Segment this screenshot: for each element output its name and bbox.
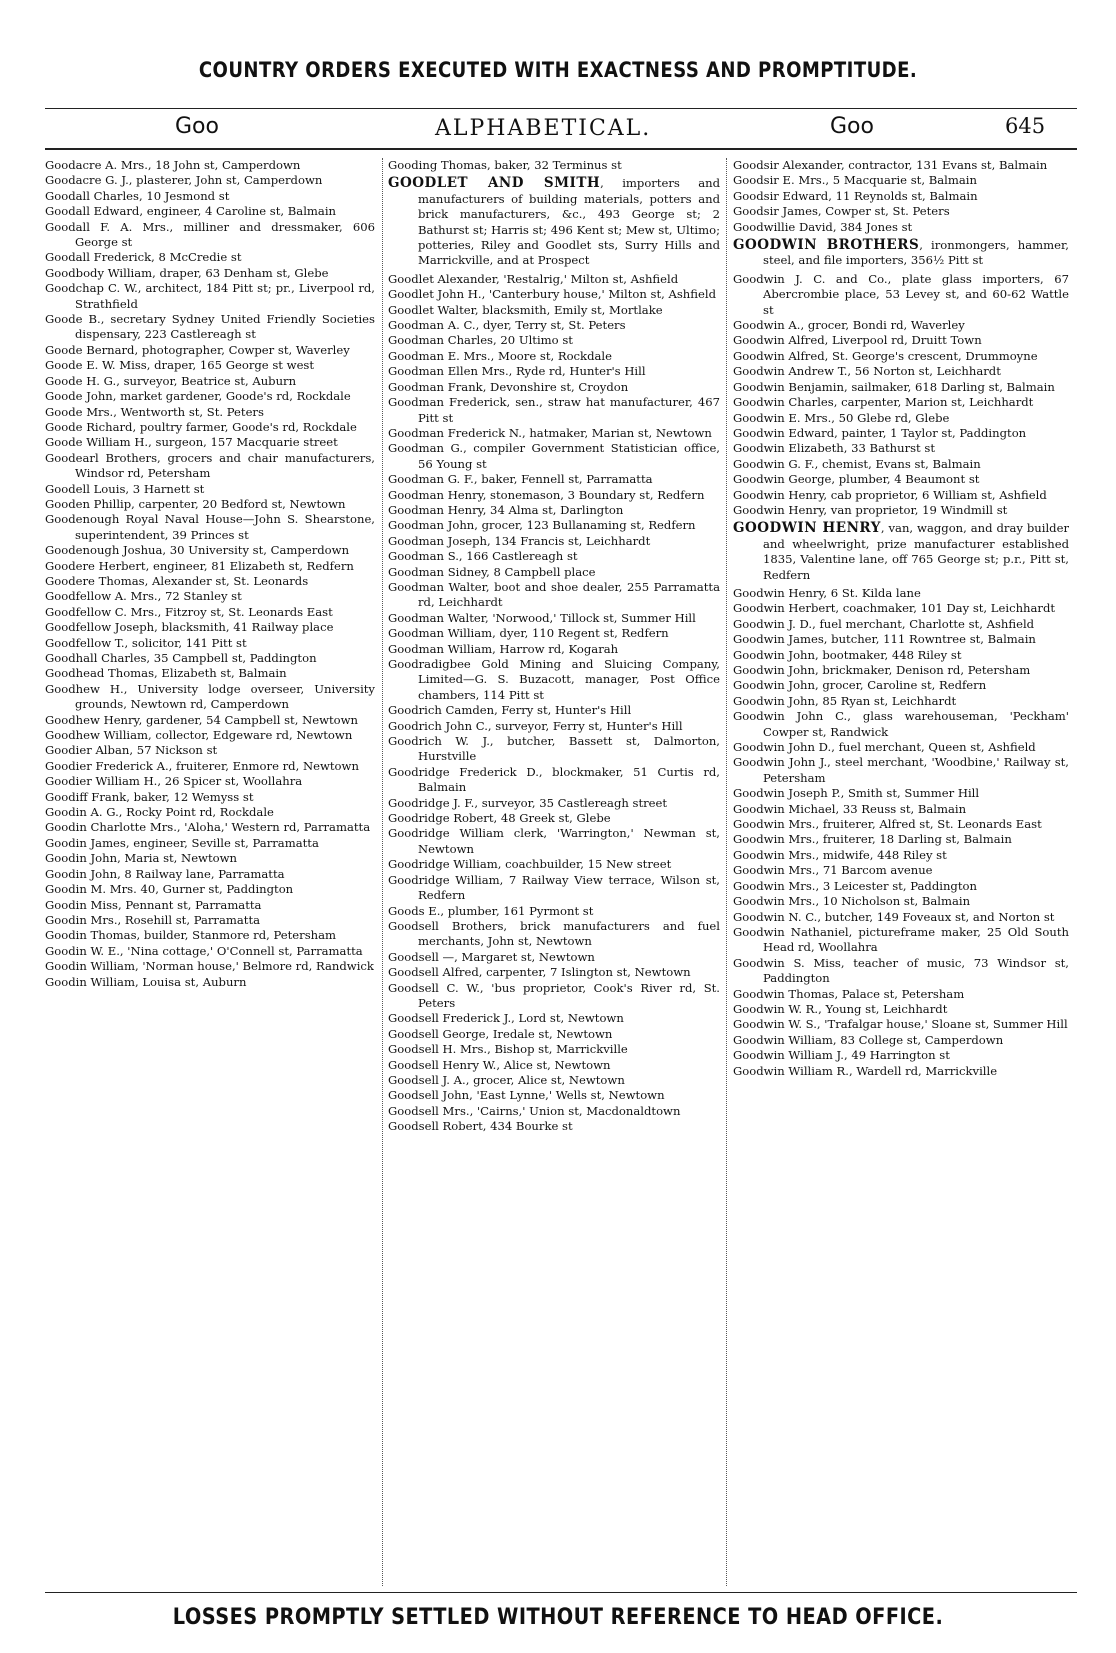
directory-entry: Goodsell George, Iredale st, Newtown [388, 1026, 613, 1041]
column-divider-2 [726, 158, 727, 1586]
directory-entry: Goodall F. A. Mrs., milliner and dressmaker, 606 George st [45, 219, 375, 250]
directory-entry: Goodwin Henry, van proprietor, 19 Windmill st [733, 502, 1008, 517]
directory-entry: Goodman G., compiler Government Statistician office, 56 Young st [388, 441, 720, 471]
directory-entry: Goode B., secretary Sydney United Friendly Societies dispensary, 223 Castlereagh st [45, 312, 375, 342]
header-rule-bottom [45, 148, 1077, 150]
page-header [45, 112, 1077, 148]
directory-entry: Goodin M. Mrs. 40, Gurner st, Paddington [45, 882, 294, 897]
directory-entry: Goodman G. F., baker, Fennell st, Parramatta [388, 472, 653, 487]
directory-entry: Goodwin John, brickmaker, Denison rd, Petersham [733, 663, 1031, 677]
directory-entry: Goodman Walter, boot and shoe dealer, 255 Parramatta rd, Leichhardt [388, 579, 720, 610]
directory-entry: Goodsell Alfred, carpenter, 7 Islington st, Newtown [388, 965, 691, 980]
directory-entry: Goodwin Elizabeth, 33 Bathurst st [733, 441, 936, 456]
directory-entry: Goodwin A., grocer, Bondi rd, Waverley [733, 318, 965, 333]
directory-entry: Goodin A. G., Rocky Point rd, Rockdale [45, 805, 274, 820]
directory-entry: Goodier William H., 26 Spicer st, Woollahra [45, 774, 303, 789]
directory-entry: Goodsell Mrs., 'Cairns,' Union st, Macdonaldtown [388, 1103, 681, 1118]
column-divider-1 [382, 158, 383, 1586]
bottom-banner: LOSSES PROMPTLY SETTLED WITHOUT REFERENCE TO HEAD OFFICE. [172, 1605, 944, 1630]
directory-entry: Goodhead Thomas, Elizabeth st, Balmain [45, 666, 287, 681]
directory-entry: Goodman S., 166 Castlereagh st [388, 549, 578, 564]
directory-entry: Goodwin James, butcher, 111 Rowntree st, Balmain [733, 632, 1036, 647]
directory-entry: Goodwin Mrs., fruiterer, 18 Darling st, Balmain [733, 832, 1012, 847]
directory-entry: Goodwin S. Miss, teacher of music, 73 Windsor st, Paddington [733, 955, 1069, 986]
directory-entry: Goodwin Henry, cab proprietor, 6 William st, Ashfield [733, 487, 1047, 502]
directory-entry: Goodwin Mrs., midwife, 448 Riley st [733, 847, 947, 862]
directory-entry: Goodchap C. W., architect, 184 Pitt st; pr., Liverpool rd, Strathfield [45, 281, 375, 311]
directory-entry: Goodfellow Joseph, blacksmith, 41 Railway place [45, 620, 334, 635]
directory-entry: Goodman William, dyer, 110 Regent st, Redfern [388, 626, 669, 641]
directory-entry: Goods E., plumber, 161 Pyrmont st [388, 903, 594, 918]
directory-entry: Goodall Charles, 10 Jesmond st [45, 188, 230, 203]
directory-entry: Goodridge Robert, 48 Greek st, Glebe [388, 811, 611, 826]
directory-entry: Goodhall Charles, 35 Campbell st, Paddington [45, 651, 317, 665]
directory-entry: Goodman Frederick N., hatmaker, Marian st, Newtown [388, 425, 712, 440]
header-right-word: Goo [830, 114, 874, 139]
directory-entry: Goodwin Alfred, Liverpool rd, Druitt Town [733, 333, 982, 348]
directory-entry: Goodman Walter, 'Norwood,' Tillock st, Summer Hill [388, 610, 696, 625]
directory-entry: Goodwin Charles, carpenter, Marion st, Leichhardt [733, 395, 1034, 410]
directory-entry: Goodwin N. C., butcher, 149 Foveaux st, and Norton st [733, 909, 1055, 924]
directory-entry: Goodwin Michael, 33 Reuss st, Balmain [733, 801, 967, 816]
directory-entry: Goodwillie David, 384 Jones st [733, 219, 913, 234]
directory-entry: Goodsir Alexander, contractor, 131 Evans st, Balmain [733, 158, 1048, 172]
directory-entry: Goodman Henry, 34 Alma st, Darlington [388, 502, 624, 517]
directory-entry: Goodwin G. F., chemist, Evans st, Balmain [733, 456, 981, 471]
directory-entry: Goodwin John, grocer, Caroline st, Redfern [733, 678, 987, 693]
directory-entry: Goodwin John, 85 Ryan st, Leichhardt [733, 693, 957, 708]
directory-entry: Goode John, market gardener, Goode's rd, Rockdale [45, 389, 351, 404]
directory-entry: Goodridge J. F., surveyor, 35 Castlereagh street [388, 795, 668, 810]
directory-entry: Goodman Joseph, 134 Francis st, Leichhardt [388, 533, 651, 548]
directory-entry: Goodere Thomas, Alexander st, St. Leonards [45, 573, 309, 588]
directory-entry: Goodenough Royal Naval House—John S. Shearstone, superintendent, 39 Princes st [45, 512, 375, 542]
directory-entry: Goodrich W. J., butcher, Bassett st, Dalmorton, Hurstville [388, 734, 720, 764]
directory-entry: Goode E. W. Miss, draper, 165 George st west [45, 358, 315, 373]
directory-entry: Goodsell Frederick J., Lord st, Newtown [388, 1011, 624, 1026]
directory-entry: Goodin Charlotte Mrs., 'Aloha,' Western rd, Parramatta [45, 820, 371, 835]
directory-entry: Goodfellow A. Mrs., 72 Stanley st [45, 589, 242, 604]
directory-entry: Goodwin William R., Wardell rd, Marrickville [733, 1063, 998, 1078]
directory-entry: Goodell Louis, 3 Harnett st [45, 481, 205, 496]
directory-entry: Goodridge William, coachbuilder, 15 New street [388, 857, 672, 872]
directory-entry: Goodman Ellen Mrs., Ryde rd, Hunter's Hill [388, 364, 646, 379]
directory-entry: Goodwin Joseph P., Smith st, Summer Hill [733, 786, 980, 801]
page-number: 645 [1005, 114, 1046, 138]
header-left-word: Goo [175, 114, 219, 139]
directory-entry: Goodsir E. Mrs., 5 Macquarie st, Balmain [733, 173, 977, 188]
directory-entry: Goodwin Henry, 6 St. Kilda lane [733, 585, 921, 600]
directory-entry: Goodall Edward, engineer, 4 Caroline st, Balmain [45, 204, 336, 219]
directory-entry: Goodwin John, bootmaker, 448 Riley st [733, 647, 962, 662]
directory-entry: Goodier Alban, 57 Nickson st [45, 743, 218, 758]
directory-entry: Goodin James, engineer, Seville st, Parramatta [45, 835, 319, 850]
directory-column-2 [388, 158, 720, 1588]
directory-entry: Goodearl Brothers, grocers and chair manufacturers, Windsor rd, Petersham [45, 450, 375, 481]
directory-entry: Goodman Frank, Devonshire st, Croydon [388, 379, 629, 394]
directory-entry: Goodlet Walter, blacksmith, Emily st, Mortlake [388, 302, 663, 317]
directory-entry: Goodin Thomas, builder, Stanmore rd, Petersham [45, 928, 337, 943]
directory-entry: Goode Mrs., Wentworth st, St. Peters [45, 404, 264, 419]
directory-entry: Goodlet John H., 'Canterbury house,' Milton st, Ashfield [388, 287, 716, 302]
directory-entry: Goodwin Benjamin, sailmaker, 618 Darling st, Balmain [733, 379, 1055, 394]
directory-entry: Goodwin Edward, painter, 1 Taylor st, Paddington [733, 425, 1027, 440]
directory-column-3 [733, 158, 1069, 1588]
directory-entry: Goodridge Frederick D., blockmaker, 51 Curtis rd, Balmain [388, 764, 720, 795]
directory-entry: Goodier Frederick A., fruiterer, Enmore rd, Newtown [45, 758, 359, 773]
directory-entry: Goodere Herbert, engineer, 81 Elizabeth st, Redfern [45, 558, 354, 573]
directory-entry: Goodradigbee Gold Mining and Sluicing Company, Limited—G. S. Buzacott, manager, Post Office chambers, 114 Pitt st [388, 657, 720, 702]
directory-entry: Goodin Mrs., Rosehill st, Parramatta [45, 912, 261, 927]
directory-entry: Goodwin J. C. and Co., plate glass importers, 67 Abercrombie place, 53 Levey st, and 60-62 Wattle st [733, 271, 1069, 317]
directory-entry: Goodman Charles, 20 Ultimo st [388, 333, 573, 348]
directory-entry: Goodwin Thomas, Palace st, Petersham [733, 986, 965, 1001]
directory-entry: Goodiff Frank, baker, 12 Wemyss st [45, 789, 254, 804]
directory-entry: Goodsell J. A., grocer, Alice st, Newtown [388, 1072, 625, 1087]
directory-entry: Goodridge William, 7 Railway View terrace, Wilson st, Redfern [388, 872, 720, 903]
directory-entry: Goodsell John, 'East Lynne,' Wells st, Newtown [388, 1088, 665, 1103]
directory-entry: Goodwin Andrew T., 56 Norton st, Leichhardt [733, 364, 1001, 379]
directory-entry: Goodman Frederick, sen., straw hat manufacturer, 467 Pitt st [388, 395, 720, 425]
header-title: ALPHABETICAL. [435, 116, 652, 141]
directory-entry: Goodwin E. Mrs., 50 Glebe rd, Glebe [733, 410, 950, 425]
directory-entry: Goodwin George, plumber, 4 Beaumont st [733, 472, 980, 487]
directory-entry: Goodman Henry, stonemason, 3 Boundary st, Redfern [388, 487, 705, 502]
directory-entry: Goode William H., surgeon, 157 Macquarie street [45, 435, 338, 450]
directory-entry: Goodfellow T., solicitor, 141 Pitt st [45, 635, 247, 650]
directory-entry: Gooding Thomas, baker, 32 Terminus st [388, 158, 622, 172]
directory-entry: Gooden Phillip, carpenter, 20 Bedford st, Newtown [45, 496, 346, 511]
directory-entry: Goodrich John C., surveyor, Ferry st, Hunter's Hill [388, 718, 683, 733]
directory-entry: GOODWIN HENRY, van, waggon, and dray builder and wheelwright, prize manufacturer established 1835, Valentine lane, off 765 George st; p.r., Pitt st, Redfern [733, 520, 1069, 582]
directory-entry: Goodwin Mrs., 71 Barcom avenue [733, 863, 933, 878]
footer-rule [45, 1592, 1077, 1593]
top-banner: COUNTRY ORDERS EXECUTED WITH EXACTNESS AND PROMPTITUDE. [198, 58, 918, 82]
directory-entry: Goodrich Camden, Ferry st, Hunter's Hill [388, 703, 632, 718]
directory-entry: Goodsell C. W., 'bus proprietor, Cook's River rd, St. Peters [388, 980, 720, 1010]
directory-entry: Goode Bernard, photographer, Cowper st, Waverley [45, 342, 350, 357]
directory-entry: Goodall Frederick, 8 McCredie st [45, 250, 242, 265]
directory-entry: Goodhew Henry, gardener, 54 Campbell st, Newtown [45, 712, 359, 727]
directory-entry: Goodman Sidney, 8 Campbell place [388, 564, 596, 579]
directory-entry: Goodwin J. D., fuel merchant, Charlotte st, Ashfield [733, 616, 1035, 631]
directory-entry: Goodridge William clerk, 'Warrington,' Newman st, Newtown [388, 826, 720, 856]
directory-entry: Goodwin Nathaniel, pictureframe maker, 25 Old South Head rd, Woollahra [733, 924, 1069, 955]
directory-entry: Goodin John, Maria st, Newtown [45, 851, 238, 866]
directory-entry: Goodsell —, Margaret st, Newtown [388, 949, 595, 964]
directory-entry: Goodin Miss, Pennant st, Parramatta [45, 897, 262, 912]
directory-entry: GOODLET AND SMITH, importers and manufacturers of building materials, potters and brick manufacturers, &c., 493 George st; 2 Bathurst st; Harris st; 496 Kent st; Mew st, Ultimo; potteries, Riley and Goodlet sts, Surry Hills and Marrickville, and at Prospect [388, 175, 720, 268]
directory-entry: Goodwin William J., 49 Harrington st [733, 1048, 950, 1063]
directory-entry: Goodman William, Harrow rd, Kogarah [388, 641, 619, 656]
directory-entry: Goodin John, 8 Railway lane, Parramatta [45, 866, 285, 881]
directory-entry: Goodacre G. J., plasterer, John st, Camperdown [45, 173, 323, 188]
directory-entry: Goodwin Alfred, St. George's crescent, Drummoyne [733, 348, 1038, 363]
directory-entry: Goodin William, 'Norman house,' Belmore rd, Randwick [45, 959, 374, 974]
directory-entry: Goodwin Mrs., fruiterer, Alfred st, St. Leonards East [733, 817, 1042, 832]
directory-entry: GOODWIN BROTHERS, ironmongers, hammer, steel, and file importers, 356½ Pitt st [733, 237, 1069, 268]
directory-entry: Goodin W. E., 'Nina cottage,' O'Connell st, Parramatta [45, 943, 363, 958]
directory-entry: Goodman John, grocer, 123 Bullanaming st, Redfern [388, 518, 696, 533]
directory-entry: Goodhew H., University lodge overseer, University grounds, Newtown rd, Camperdown [45, 681, 375, 712]
directory-entry: Goodman E. Mrs., Moore st, Rockdale [388, 348, 612, 363]
directory-entry: Goodwin William, 83 College st, Camperdown [733, 1032, 1004, 1047]
directory-entry: Goodsell H. Mrs., Bishop st, Marrickville [388, 1042, 628, 1057]
directory-entry: Goodenough Joshua, 30 University st, Camperdown [45, 543, 350, 558]
directory-entry: Goodacre A. Mrs., 18 John st, Camperdown [45, 158, 301, 172]
directory-entry: Goodwin John D., fuel merchant, Queen st, Ashfield [733, 740, 1036, 755]
directory-entry: Goodman A. C., dyer, Terry st, St. Peters [388, 318, 626, 333]
directory-entry: Goodwin John J., steel merchant, 'Woodbine,' Railway st, Petersham [733, 755, 1069, 785]
directory-entry: Goodsell Brothers, brick manufacturers and fuel merchants, John st, Newtown [388, 918, 720, 949]
directory-entry: Goodfellow C. Mrs., Fitzroy st, St. Leonards East [45, 604, 333, 619]
directory-entry: Goodwin John C., glass warehouseman, 'Peckham' Cowper st, Randwick [733, 709, 1069, 739]
directory-entry: Goodwin Mrs., 10 Nicholson st, Balmain [733, 894, 971, 909]
directory-entry: Goodbody William, draper, 63 Denham st, Glebe [45, 265, 329, 280]
directory-entry: Goode H. G., surveyor, Beatrice st, Auburn [45, 373, 297, 388]
directory-entry: Goodsir Edward, 11 Reynolds st, Balmain [733, 188, 978, 203]
directory-entry: Goodsell Robert, 434 Bourke st [388, 1119, 573, 1134]
directory-entry: Goodwin Mrs., 3 Leicester st, Paddington [733, 878, 977, 893]
directory-entry: Goodsir James, Cowper st, St. Peters [733, 204, 950, 219]
directory-entry: Goodwin W. S., 'Trafalgar house,' Sloane st, Summer Hill [733, 1017, 1068, 1032]
directory-entry: Goodhew William, collector, Edgeware rd, Newtown [45, 728, 353, 743]
directory-entry: Goodin William, Louisa st, Auburn [45, 974, 247, 989]
directory-entry: Goodwin Herbert, coachmaker, 101 Day st, Leichhardt [733, 601, 1056, 616]
directory-column-1 [45, 158, 375, 1588]
directory-entry: Goodsell Henry W., Alice st, Newtown [388, 1057, 611, 1072]
directory-entry: Goodwin W. R., Young st, Leichhardt [733, 1001, 948, 1016]
header-rule-top [45, 108, 1077, 109]
directory-entry: Goodlet Alexander, 'Restalrig,' Milton st, Ashfield [388, 271, 679, 286]
directory-entry: Goode Richard, poultry farmer, Goode's rd, Rockdale [45, 419, 357, 434]
